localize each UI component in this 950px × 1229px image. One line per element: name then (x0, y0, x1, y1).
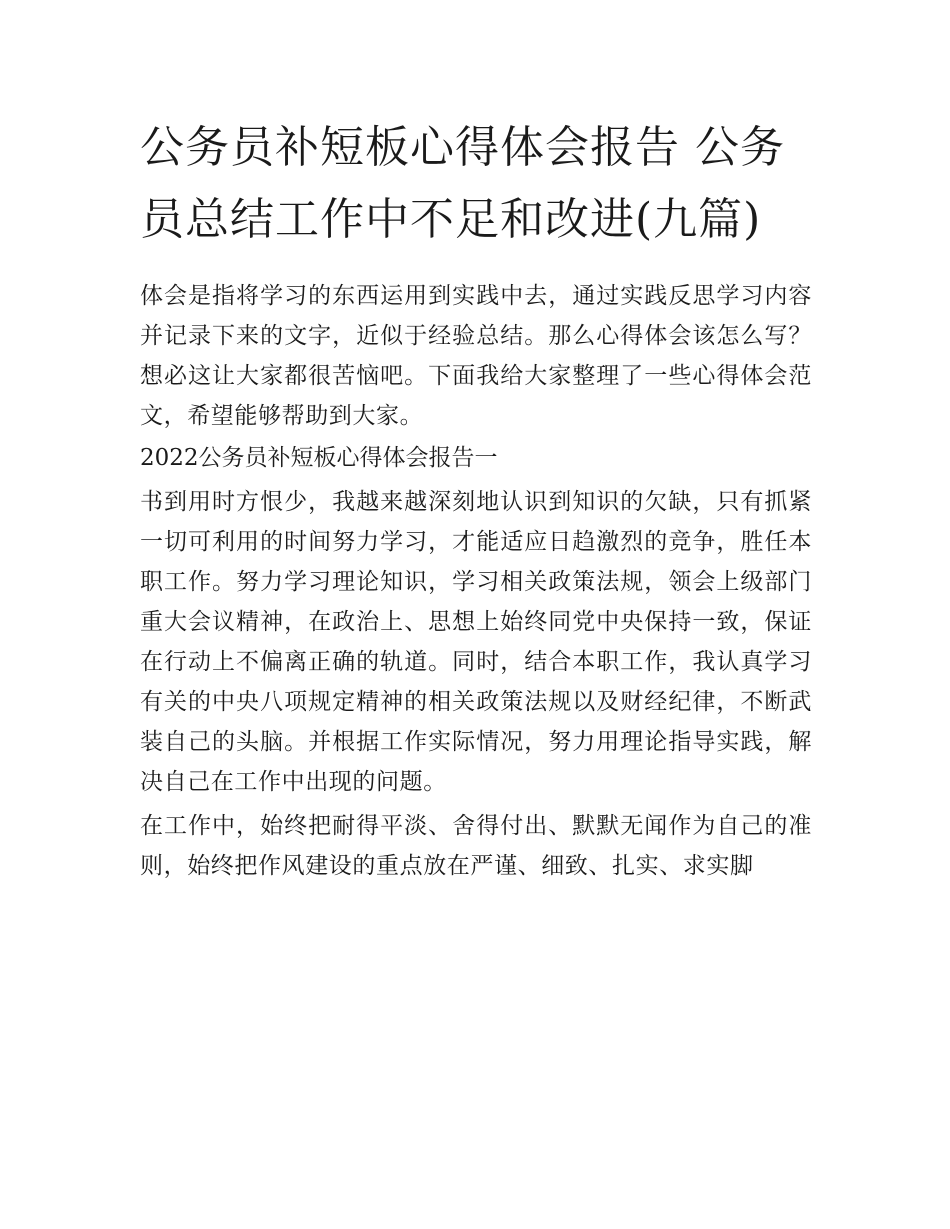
intro-paragraph: 体会是指将学习的东西运用到实践中去，通过实践反思学习内容并记录下来的文字，近似于经验总结。那么心得体会该怎么写？想必这让大家都很苦恼吧。下面我给大家整理了一些心得体会范文，希望能够帮助到大家。 (140, 283, 812, 429)
body-paragraph-2: 在工作中，始终把耐得平淡、舍得付出、默默无闻作为自己的准则，始终把作风建设的重点放在严谨、细致、扎实、求实脚 (140, 813, 812, 879)
document-title: 公务员补短板心得体会报告 公务员总结工作中不足和改进(九篇) (140, 122, 785, 245)
section-heading: 2022公务员补短板心得体会报告一 (140, 445, 498, 471)
body-paragraph-1: 书到用时方恨少，我越来越深刻地认识到知识的欠缺，只有抓紧一切可利用的时间努力学习，才能适应日趋激烈的竞争，胜任本职工作。努力学习理论知识，学习相关政策法规，领会上级部门重大会议精神，在政治上、思想上始终同党中央保持一致，保证在行动上不偏离正确的轨道。同时，结合本职工作，我认真学习有关的中央八项规定精神的相关政策法规以及财经纪律，不断武装自己的头脑。并根据工作实际情况，努力用理论指导实践，解决自己在工作中出现的问题。 (140, 489, 812, 795)
document-page (140, 112, 812, 886)
